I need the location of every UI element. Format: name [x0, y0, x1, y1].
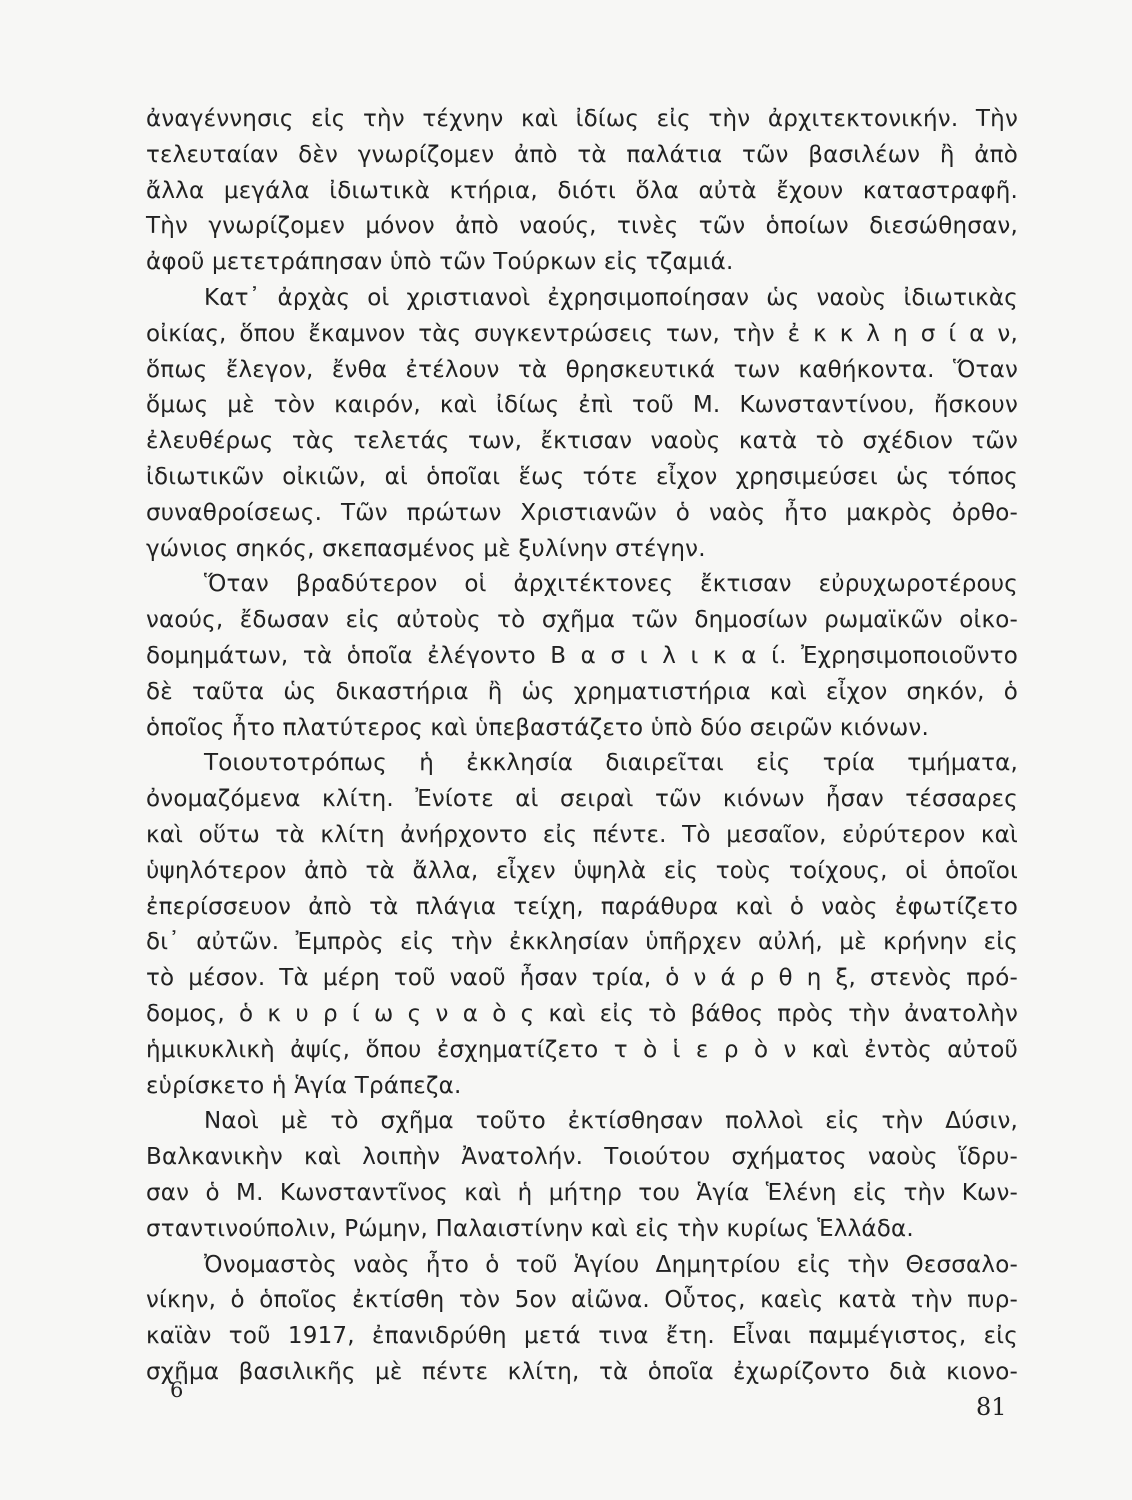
text-line: τελευταίαν δὲν γνωρίζομεν ἀπὸ τὰ παλάτια τῶν βασιλέων ἢ ἀπὸ [146, 141, 1018, 168]
page-number: 81 [976, 1393, 1007, 1421]
text-line: δι᾽ αὐτῶν. Ἐμπρὸς εἰς τὴν ἐκκλησίαν ὑπῆρχεν αὐλή, μὲ κρήνην εἰς [146, 929, 1018, 956]
text-line: νίκην, ὁ ὁποῖος ἐκτίσθη τὸν 5ον αἰῶνα. Οὗτος, καεὶς κατὰ τὴν πυρ- [146, 1287, 1018, 1314]
text-line: Κατ᾽ ἀρχὰς οἱ χριστιανοὶ ἐχρησιμοποίησαν ὡς ναοὺς ἰδιωτικὰς [204, 284, 1018, 311]
text-line: Τοιουτοτρόπως ἡ ἐκκλησία διαιρεῖται εἰς τρία τμήματα, [204, 750, 1018, 777]
text-line: Βαλκανικὴν καὶ λοιπὴν Ἀνατολήν. Τοιούτου σχήματος ναοὺς ἵδρυ- [146, 1144, 1018, 1171]
text-line: Ναοὶ μὲ τὸ σχῆμα τοῦτο ἐκτίσθησαν πολλοὶ εἰς τὴν Δύσιν, [204, 1108, 1018, 1135]
text-line: οἰκίας, ὅπου ἔκαμνον τὰς συγκεντρώσεις των, τὴν ἐ κ κ λ η σ ί α ν, [146, 320, 1018, 347]
text-line: Τὴν γνωρίζομεν μόνον ἀπὸ ναούς, τινὲς τῶν ὁποίων διεσώθησαν, [146, 213, 1018, 240]
text-line: ὀνομαζόμενα κλίτη. Ἐνίοτε αἱ σειραὶ τῶν κιόνων ἦσαν τέσσαρες [146, 786, 1018, 813]
text-line: σχῆμα βασιλικῆς μὲ πέντε κλίτη, τὰ ὁποῖα ἐχωρίζοντο διὰ κιονο- [146, 1358, 1018, 1385]
text-line: γώνιος σηκός, σκεπασμένος μὲ ξυλίνην στέγην. [146, 535, 706, 562]
text-line: ὑψηλότερον ἀπὸ τὰ ἄλλα, εἶχεν ὑψηλὰ εἰς τοὺς τοίχους, οἱ ὁποῖοι [146, 857, 1018, 884]
text-line: δομημάτων, τὰ ὁποῖα ἐλέγοντο Β α σ ι λ ι κ α ί. Ἐχρησιμοποιοῦντο [146, 642, 1018, 669]
text-line: ὁποῖος ἦτο πλατύτερος καὶ ὑπεβαστάζετο ὑπὸ δύο σειρῶν κιόνων. [146, 714, 929, 741]
text-line: καὶ οὕτω τὰ κλίτη ἀνήρχοντο εἰς πέντε. Τὸ μεσαῖον, εὐρύτερον καὶ [146, 821, 1018, 848]
text-line: ἄλλα μεγάλα ἰδιωτικὰ κτήρια, διότι ὅλα αὐτὰ ἔχουν καταστραφῆ. [146, 177, 1018, 204]
text-line: τὸ μέσον. Τὰ μέρη τοῦ ναοῦ ἦσαν τρία, ὁ ν ά ρ θ η ξ, στενὸς πρό- [146, 965, 1018, 992]
text-line: δὲ ταῦτα ὡς δικαστήρια ἢ ὡς χρηματιστήρια καὶ εἶχον σηκόν, ὁ [146, 678, 1018, 705]
text-line: καϊὰν τοῦ 1917, ἐπανιδρύθη μετά τινα ἔτη. Εἶναι παμμέγιστος, εἰς [146, 1323, 1018, 1350]
text-line: Ὅταν βραδύτερον οἱ ἀρχιτέκτονες ἔκτισαν εὐρυχωροτέρους [204, 571, 1018, 598]
text-line: σαν ὁ Μ. Κωνσταντῖνος καὶ ἡ μήτηρ του Ἁγία Ἑλένη εἰς τὴν Κων- [146, 1179, 1018, 1206]
text-line: ἀναγέννησις εἰς τὴν τέχνην καὶ ἰδίως εἰς τὴν ἀρχιτεκτονικήν. Τὴν [146, 106, 1018, 132]
text-line: σταντινούπολιν, Ρώμην, Παλαιστίνην καὶ εἰς τὴν κυρίως Ἑλλάδα. [146, 1215, 914, 1242]
text-line: ἐλευθέρως τὰς τελετάς των, ἔκτισαν ναοὺς κατὰ τὸ σχέδιον τῶν [146, 428, 1018, 455]
text-line: δομος, ὁ κ υ ρ ί ω ς ν α ὸ ς καὶ εἰς τὸ βάθος πρὸς τὴν ἀνατολὴν [146, 1000, 1018, 1027]
text-line: ἡμικυκλικὴ ἀψίς, ὅπου ἐσχηματίζετο τ ὸ ἱ ε ρ ὸ ν καὶ ἐντὸς αὐτοῦ [146, 1036, 1018, 1063]
text-line: ἰδιωτικῶν οἰκιῶν, αἱ ὁποῖαι ἕως τότε εἶχον χρησιμεύσει ὡς τόπος [146, 463, 1018, 490]
text-line: ναούς, ἔδωσαν εἰς αὐτοὺς τὸ σχῆμα τῶν δημοσίων ρωμαϊκῶν οἰκο- [146, 607, 1018, 634]
signature-mark: 6 [170, 1378, 184, 1402]
body-text [146, 102, 1018, 1391]
text-line: ὅπως ἔλεγον, ἔνθα ἐτέλουν τὰ θρησκευτικά των καθήκοντα. Ὅταν [146, 356, 1018, 383]
text-line: εὑρίσκετο ἡ Ἁγία Τράπεζα. [146, 1072, 462, 1099]
text-line: συναθροίσεως. Τῶν πρώτων Χριστιανῶν ὁ ναὸς ἦτο μακρὸς ὀρθο- [146, 499, 1018, 526]
text-line: ἐπερίσσευον ἀπὸ τὰ πλάγια τείχη, παράθυρα καὶ ὁ ναὸς ἐφωτίζετο [146, 893, 1018, 920]
text-line: Ὀνομαστὸς ναὸς ἦτο ὁ τοῦ Ἁγίου Δημητρίου εἰς τὴν Θεσσαλο- [204, 1251, 1018, 1278]
text-line: ὅμως μὲ τὸν καιρόν, καὶ ἰδίως ἐπὶ τοῦ Μ. Κωνσταντίνου, ἤσκουν [146, 392, 1018, 419]
text-line: ἀφοῦ μετετράπησαν ὑπὸ τῶν Τούρκων εἰς τζαμιά. [146, 249, 734, 276]
